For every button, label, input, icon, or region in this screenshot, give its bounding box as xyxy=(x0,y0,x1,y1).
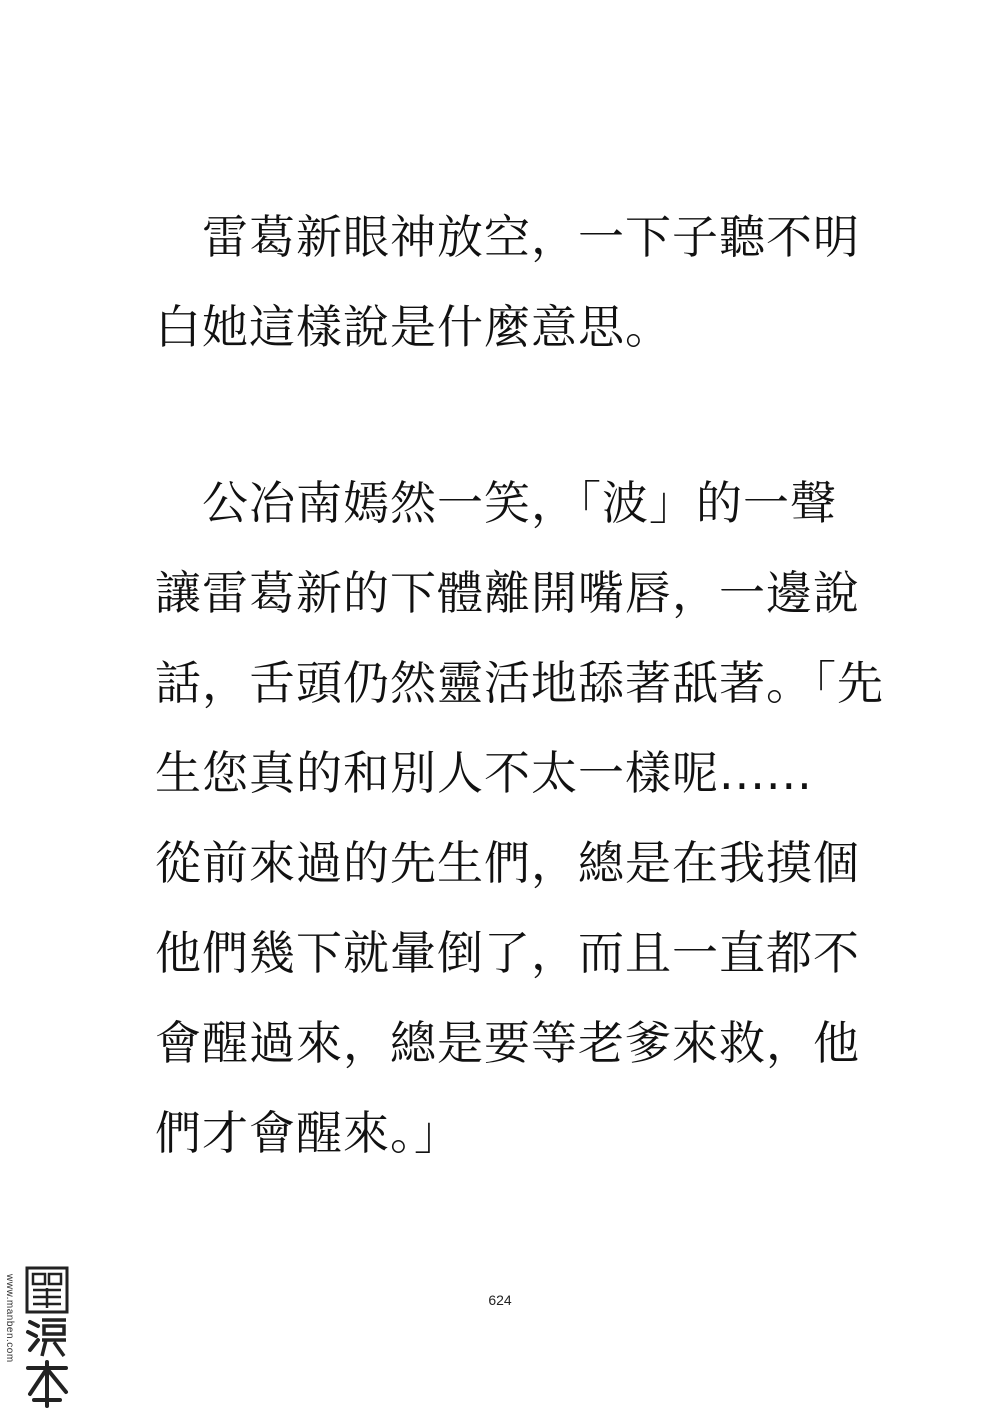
text-line: 白她這樣說是什麼意思。 xyxy=(155,300,672,354)
watermark-url: www.manben.com xyxy=(4,1274,15,1363)
text-line: 們才會醒來。」 xyxy=(155,1106,461,1160)
text-line: 話，舌頭仍然靈活地舔著舐著。「先 xyxy=(155,656,884,710)
body-text xyxy=(155,192,884,1178)
watermark-logo xyxy=(24,1264,70,1410)
text-line: 公冶南嫣然一笑，「波」的一聲 xyxy=(155,476,837,530)
text-line: 他們幾下就暈倒了，而且一直都不 xyxy=(155,926,860,980)
text-line: 讓雷葛新的下體離開嘴唇，一邊說 xyxy=(155,566,860,620)
text-line: 從前來過的先生們，總是在我摸個 xyxy=(155,836,860,890)
page-number: 624 xyxy=(488,1292,512,1308)
text-line: 生您真的和別人不太一樣呢...... xyxy=(155,746,813,800)
text-line: 會醒過來，總是要等老爹來救，他 xyxy=(155,1016,860,1070)
text-line: 雷葛新眼神放空，一下子聽不明 xyxy=(155,210,860,264)
